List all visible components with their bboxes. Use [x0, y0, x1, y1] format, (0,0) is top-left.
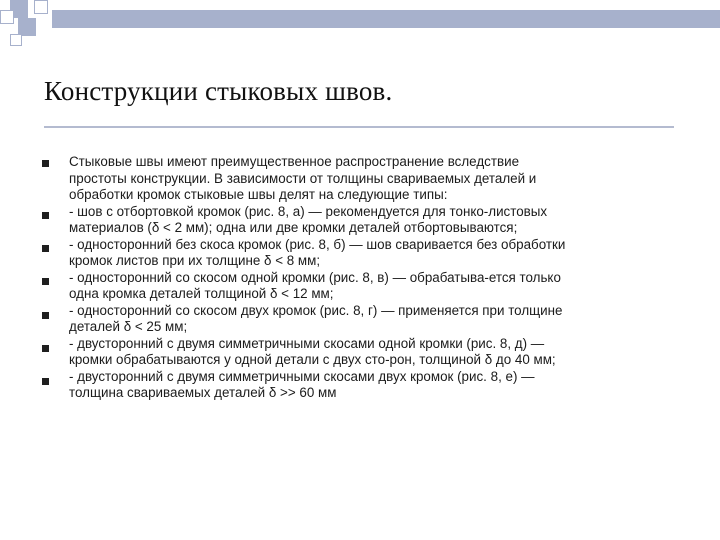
text-line: обработки кромок стыковые швы делят на следующие типы:	[69, 187, 448, 202]
text-line: - двусторонний с двумя симметричными скосами одной кромки (рис. 8, д) —	[69, 335, 545, 351]
slide-title: Конструкции стыковых швов.	[44, 76, 393, 106]
bullet-list	[69, 154, 669, 402]
list-item	[69, 336, 669, 369]
text-line: одна кромка деталей толщиной δ < 12 мм;	[69, 286, 334, 301]
bullet-icon	[42, 212, 49, 219]
deco-square	[34, 0, 48, 14]
text-line: - шов с отбортовкой кромок (рис. 8, а) — рекомендуется для тонко-листовых	[69, 203, 548, 219]
text-line: - односторонний без скоса кромок (рис. 8, б) — шов сваривается без обработки	[69, 236, 566, 252]
list-item	[69, 303, 669, 336]
bullet-icon	[42, 345, 49, 352]
list-item	[69, 369, 669, 402]
top-bar	[52, 10, 720, 28]
list-item	[69, 270, 669, 303]
text-line: простоты конструкции. В зависимости от толщины свариваемых деталей и	[69, 170, 537, 186]
text-line: - двусторонний с двумя симметричными скосами двух кромок (рис. 8, е) —	[69, 368, 535, 384]
title-divider	[44, 126, 674, 128]
bullet-icon	[42, 278, 49, 285]
text-line: кромки обрабатываются у одной детали с двух сто-рон, толщиной δ до 40 мм;	[69, 352, 556, 367]
bullet-icon	[42, 160, 49, 167]
list-item	[69, 204, 669, 237]
list-item	[69, 237, 669, 270]
slide-decoration	[0, 0, 720, 48]
deco-square	[10, 34, 22, 46]
text-line: Стыковые швы имеют преимущественное распространение вследствие	[69, 154, 520, 169]
text-line: - односторонний со скосом двух кромок (рис. 8, г) — применяется при толщине	[69, 302, 563, 318]
text-line: кромок листов при их толщине δ < 8 мм;	[69, 253, 321, 268]
bullet-icon	[42, 245, 49, 252]
bullet-icon	[42, 378, 49, 385]
deco-square	[0, 10, 14, 24]
text-line: материалов (δ < 2 мм); одна или две кромки деталей отбортовываются;	[69, 220, 518, 235]
bullet-icon	[42, 312, 49, 319]
text-line: деталей δ < 25 мм;	[69, 319, 188, 334]
list-item	[69, 154, 669, 204]
text-line: толщина свариваемых деталей δ >> 60 мм	[69, 385, 337, 400]
text-line: - односторонний со скосом одной кромки (рис. 8, в) — обрабатыва-ется только	[69, 269, 561, 285]
